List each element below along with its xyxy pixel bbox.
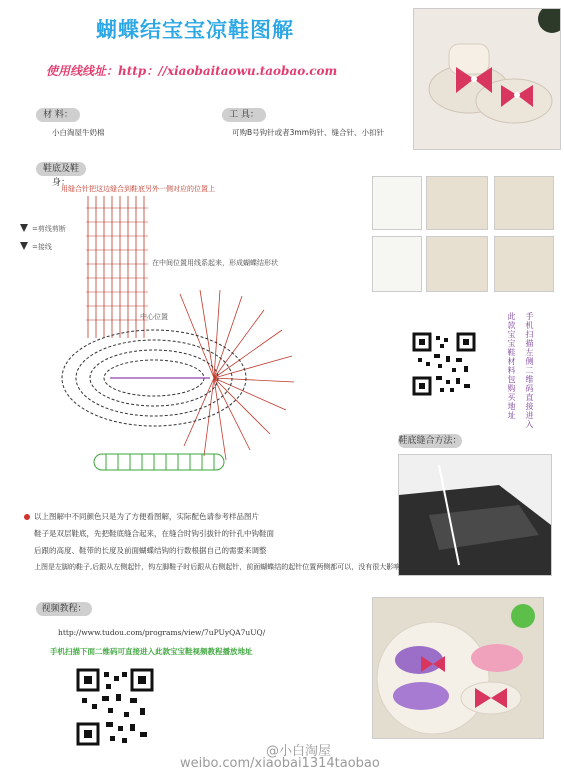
sandal-photo-top [413,8,561,150]
step-photo-3 [494,176,554,230]
diagram-note-top: 用缝合针把这边缝合到鞋底另外一侧对应的位置上 [61,185,215,193]
sole-section-label: 鞋底及鞋身： [36,162,86,176]
shop-link[interactable]: 使用线线址：http：//xiaobaitaowu.taobao.com [46,64,338,78]
legend-attach: =接线 [32,243,52,251]
center-label: 中心位置 [140,313,168,321]
sewing-label: 鞋底缝合方法： [398,436,462,446]
step-photo-2 [426,176,488,230]
material-qr-code[interactable] [412,332,476,396]
notes-line-2: 鞋子是双层鞋底，先把鞋底缝合起来，在缝合时钩引拔针的针孔中钩鞋面 [34,529,274,538]
sandal-photo-bottom [372,597,544,739]
step-photo-6 [494,236,554,292]
crochet-diagram [14,178,314,478]
watermark-brand: @小白淘屋 [266,744,332,759]
step-photo-5 [426,236,488,292]
video-label: 视频教程： [36,602,92,616]
diagram-note-mid: 在中间位置用线系起来，形成蝴蝶结形状 [152,259,278,267]
step-photos [372,176,554,294]
materials-value: 小白淘屋牛奶棉 [52,128,105,137]
watermark-weibo: weibo.com/xiaobai1314taobao [180,756,380,771]
tools-label: 工 具： [222,108,266,122]
notes-line-4: 上图是左脚的鞋子,后跟从左侧起针，钩左脚鞋子时后跟从右侧起针，前面蝴蝶结的起针位置两侧都可以，没有很大影响 [34,563,401,571]
legend-cut: =剪线剪断 [32,225,66,233]
notes-line-1: 以上图解中不同颜色只是为了方便看图解，实际配色请参考样品图片 [34,512,259,521]
qr-vertical-text-2: 手机扫描左侧二维码直接进入 [525,312,534,429]
video-url[interactable]: http://www.tudou.com/programs/view/7uPUyQA7uUQ/ [58,628,266,637]
notes-line-3: 后跟的高度、鞋带的长度及前面蝴蝶结钩的行数根据自己的需要来调整 [34,546,267,555]
step-photo-4 [372,236,422,292]
step-photo-1 [372,176,422,230]
video-scan-note: 手机扫描下面二维码可直接进入此款宝宝鞋视频教程播放地址 [50,647,253,656]
qr-vertical-text: 此款宝宝鞋材料包购买地址 [507,312,516,420]
materials-label: 材 料： [36,108,80,122]
page-title: 蝴蝶结宝宝凉鞋图解 [96,18,294,42]
sewing-photo [398,454,552,576]
notes-bullet-dot [24,514,30,520]
tools-value: 可购B号钩针或者3mm钩针、缝合针、小扣针 [232,128,385,137]
video-qr-code[interactable] [76,668,154,746]
